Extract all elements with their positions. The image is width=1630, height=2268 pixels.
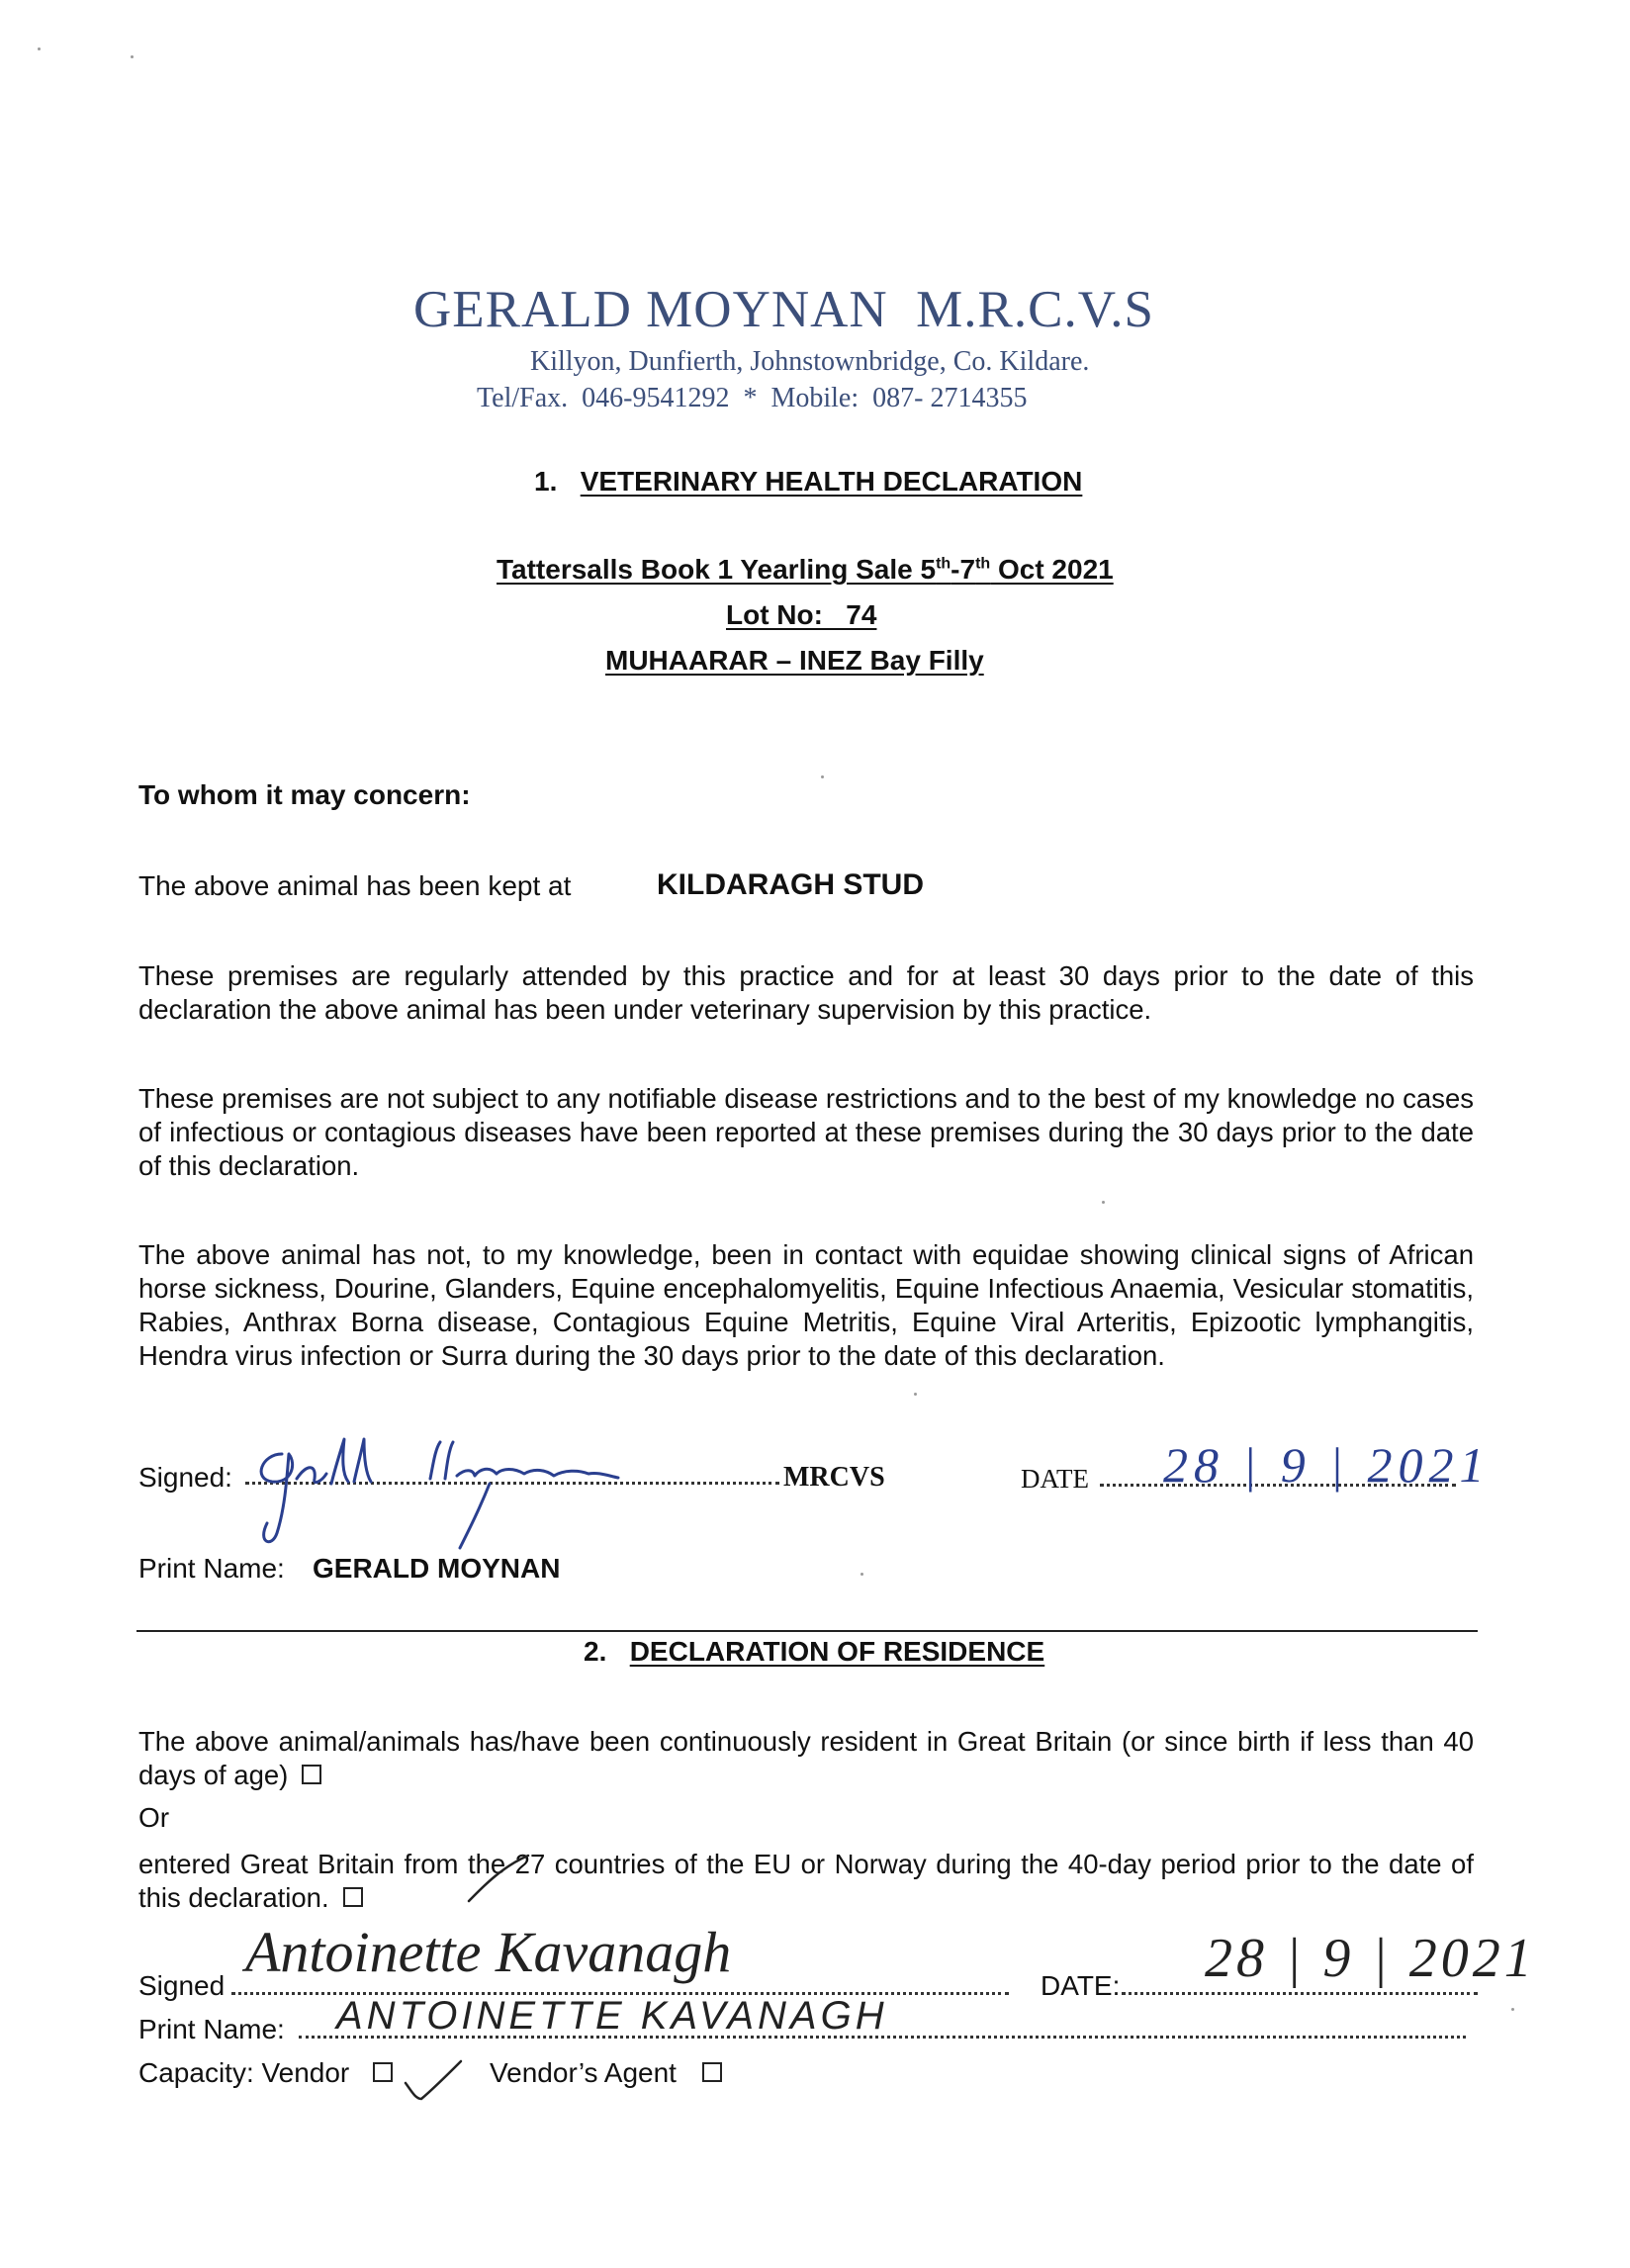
vet-signature-dots bbox=[245, 1482, 779, 1485]
supervision-paragraph: These premises are regularly attended by this practice and for at least 30 days prior to the date of this declaration the above animal has been under veterinary supervision by this practice. bbox=[138, 960, 1474, 1025]
scan-speck bbox=[1511, 2008, 1514, 2011]
kept-at-value: KILDARAGH STUD bbox=[657, 868, 924, 901]
vendor-print-name-value: ANTOINETTE KAVANAGH bbox=[336, 1994, 888, 2038]
horse-name: MUHAARAR – INEZ Bay Filly bbox=[605, 645, 984, 676]
vendor-date-value: 28 | 9 | 2021 bbox=[1205, 1928, 1536, 1989]
section1-title: VETERINARY HEALTH DECLARATION bbox=[580, 466, 1083, 497]
scan-speck bbox=[914, 1393, 917, 1396]
capacity-vendor-label: Capacity: Vendor bbox=[138, 2057, 350, 2088]
scan-speck bbox=[131, 55, 134, 58]
vet-print-name-label: Print Name: bbox=[138, 1553, 285, 1584]
section2-title: DECLARATION OF RESIDENCE bbox=[629, 1636, 1045, 1667]
contact-paragraph: The above animal has not, to my knowledge, been in contact with equidae showing clinical signs of African horse sickness, Dourine, Glanders, Equine encephalomyelitis, Equine Infectious Anaemia, Vesicular stomatitis, Rabies, Anthrax Borna disease, Contagious Equine Metritis, Equine Viral Arteritis, Epizootic lymphangitis, Hendra virus infection or Surra during the 30 days prior to the date of this declaration. bbox=[138, 1239, 1474, 1371]
letterhead-phone: Tel/Fax. 046-9541292 * Mobile: 087- 2714355 bbox=[477, 383, 1028, 413]
section1-heading bbox=[534, 466, 1082, 498]
scan-speck bbox=[860, 1573, 863, 1576]
entered-checkbox[interactable] bbox=[343, 1887, 363, 1907]
residence-paragraph: The above animal/animals has/have been continuously resident in Great Britain (or since birth if less than 40 days of age) bbox=[138, 1726, 1474, 1790]
restrictions-paragraph: These premises are not subject to any notifiable disease restrictions and to the best of my knowledge no cases of infectious or contagious diseases have been reported at these premises during the 30 days prior to the date of this declaration. bbox=[138, 1083, 1474, 1181]
letterhead-address: Killyon, Dunfierth, Johnstownbridge, Co. Kildare. bbox=[530, 346, 1090, 377]
vendor-signature: Antoinette Kavanagh bbox=[245, 1920, 732, 1984]
vendor-date-label: DATE: bbox=[1041, 1970, 1121, 2001]
scan-speck bbox=[1102, 1201, 1105, 1204]
kept-at-label: The above animal has been kept at bbox=[138, 870, 572, 901]
section-divider bbox=[136, 1630, 1478, 1632]
vet-signed-label: Signed: bbox=[138, 1462, 240, 1493]
capacity-row bbox=[138, 2057, 722, 2089]
vendor-print-name-label: Print Name: bbox=[138, 2014, 285, 2044]
scan-speck bbox=[38, 47, 41, 50]
vendors-agent-checkbox[interactable] bbox=[702, 2062, 722, 2082]
entered-paragraph: entered Great Britain from the 27 countries of the EU or Norway during the 40-day period prior to the date of this declaration. bbox=[138, 1849, 1474, 1913]
vendor-date-dots bbox=[1122, 1992, 1478, 1995]
scan-speck bbox=[821, 775, 824, 778]
vendor-signed-label: Signed bbox=[138, 1970, 226, 2001]
vet-signature bbox=[237, 1424, 712, 1553]
salutation: To whom it may concern: bbox=[138, 779, 471, 810]
section1-number: 1. bbox=[534, 466, 558, 497]
vet-print-name-value: GERALD MOYNAN bbox=[313, 1553, 561, 1584]
vendor-checkbox[interactable] bbox=[373, 2062, 393, 2082]
vet-date-value: 28 | 9 | 2021 bbox=[1163, 1437, 1491, 1493]
resident-checkbox[interactable] bbox=[302, 1765, 321, 1784]
letterhead-name: GERALD MOYNAN M.R.C.V.S bbox=[413, 281, 1154, 338]
vet-signed-suffix: MRCVS bbox=[783, 1462, 885, 1493]
or-label: Or bbox=[138, 1802, 170, 1833]
sale-title: Tattersalls Book 1 Yearling Sale 5th-7th Oct 2021 bbox=[497, 554, 1114, 585]
vendors-agent-label: Vendor’s Agent bbox=[490, 2057, 677, 2088]
section2-number: 2. bbox=[584, 1636, 607, 1667]
lot-number: Lot No: 74 bbox=[726, 599, 877, 630]
section2-heading bbox=[584, 1636, 1044, 1668]
vet-date-label: DATE bbox=[1021, 1464, 1089, 1494]
